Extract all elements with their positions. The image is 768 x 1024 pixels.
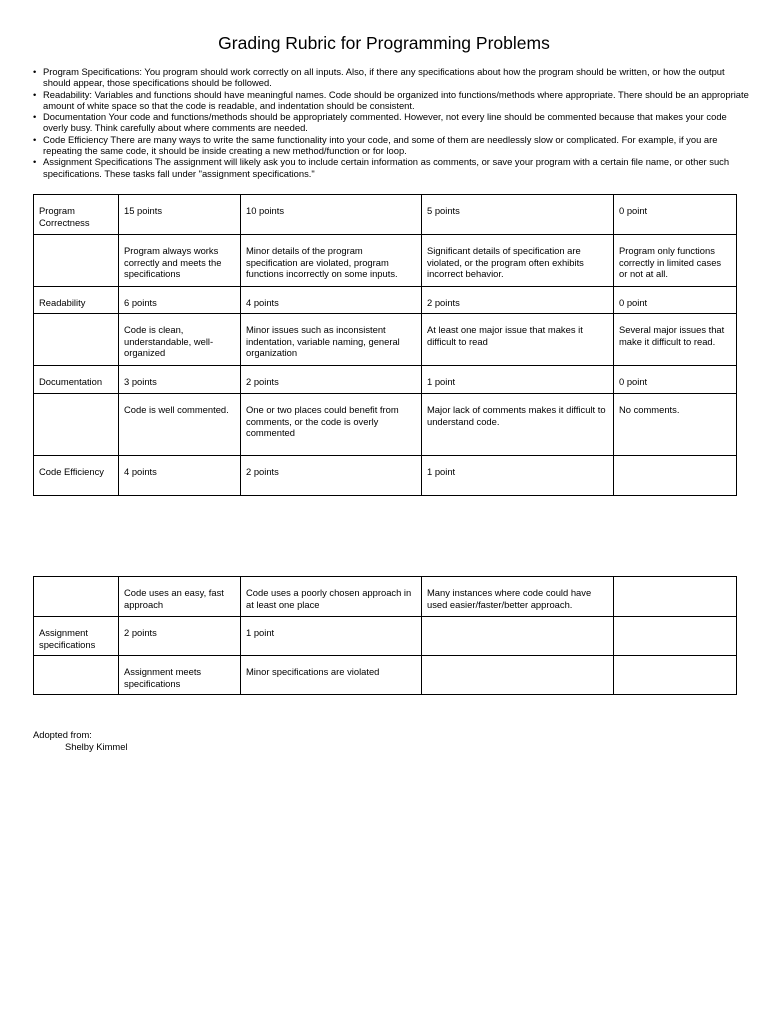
table-cell: 1 point <box>422 366 614 394</box>
table-cell: Program always works correctly and meets the specifications <box>119 235 241 287</box>
table-row <box>34 235 737 287</box>
table-cell: Code is clean, understandable, well-organized <box>119 314 241 366</box>
criteria-item-documentation: • Documentation Your code and functions/methods should be appropriately commented. However, not every line should be commented because that makes your code overly busy. Think carefully about where comments are needed. <box>33 111 753 134</box>
table-cell: Assignment meets specifications <box>119 656 241 695</box>
table-row <box>34 617 737 656</box>
table-cell: Minor details of the program specification are violated, program functions incorrectly on some inputs. <box>241 235 422 287</box>
row-category-cell: Program Correctness <box>34 195 119 235</box>
rubric-table-part-2 <box>33 576 737 695</box>
table-cell: Code is well commented. <box>119 394 241 456</box>
table-cell: 0 point <box>614 195 737 235</box>
attribution <box>33 729 128 753</box>
table-row <box>34 577 737 617</box>
attribution-author: Shelby Kimmel <box>65 741 128 752</box>
table-row <box>34 287 737 314</box>
table-cell: 2 points <box>119 617 241 656</box>
row-category-cell: Readability <box>34 287 119 314</box>
table-cell: 15 points <box>119 195 241 235</box>
table-cell: 1 point <box>422 456 614 496</box>
criteria-item-assignment-specifications: • Assignment Specifications The assignment will likely ask you to include certain information as comments, or save your program with a certain file name, or other such specifications. These tasks fall under "assignment specifications." <box>33 156 753 179</box>
table-row <box>34 656 737 695</box>
row-category-cell <box>34 577 119 617</box>
table-cell: Code uses a poorly chosen approach in at least one place <box>241 577 422 617</box>
table-cell: 6 points <box>119 287 241 314</box>
row-category-cell <box>34 394 119 456</box>
table-cell: Several major issues that make it difficult to read. <box>614 314 737 366</box>
table-cell: One or two places could benefit from comments, or the code is overly commented <box>241 394 422 456</box>
table-cell <box>614 456 737 496</box>
table-cell: Significant details of specification are violated, or the program often exhibits incorrect behavior. <box>422 235 614 287</box>
row-category-cell <box>34 314 119 366</box>
table-cell: Minor issues such as inconsistent indentation, variable naming, general organization <box>241 314 422 366</box>
table-cell <box>422 617 614 656</box>
table-row <box>34 366 737 394</box>
table-cell: Minor specifications are violated <box>241 656 422 695</box>
criteria-item-readability: • Readability: Variables and functions should have meaningful names. Code should be organized into functions/methods where appropriate. There should be an appropriate amount of white space so that the code is readable, and indentation should be consistent. <box>33 89 753 112</box>
criteria-item-code-efficiency: • Code Efficiency There are many ways to write the same functionality into your code, and some of them are needlessly slow or complicated. For example, if you are repeating the same code, it should be inside creating a new method/function or for loop. <box>33 134 753 157</box>
table-cell: Major lack of comments makes it difficult to understand code. <box>422 394 614 456</box>
table-cell: 0 point <box>614 287 737 314</box>
table-cell <box>422 656 614 695</box>
table-cell: 1 point <box>241 617 422 656</box>
rubric-table-part-1 <box>33 194 737 496</box>
table-cell: Code uses an easy, fast approach <box>119 577 241 617</box>
table-cell: No comments. <box>614 394 737 456</box>
attribution-label: Adopted from: <box>33 729 92 740</box>
table-cell: 4 points <box>241 287 422 314</box>
criteria-item-program-specifications: • Program Specifications: You program should work correctly on all inputs. Also, if there any specifications about how the program should be written, or how the output should appear, those specifications should be followed. <box>33 66 753 89</box>
table-cell: 2 points <box>422 287 614 314</box>
table-cell: 3 points <box>119 366 241 394</box>
table-cell: 4 points <box>119 456 241 496</box>
table-cell: 5 points <box>422 195 614 235</box>
row-category-cell: Documentation <box>34 366 119 394</box>
row-category-cell <box>34 656 119 695</box>
table-row <box>34 195 737 235</box>
row-category-cell <box>34 235 119 287</box>
table-row <box>34 314 737 366</box>
table-cell <box>614 617 737 656</box>
table-cell: 10 points <box>241 195 422 235</box>
table-cell: Many instances where code could have used easier/faster/better approach. <box>422 577 614 617</box>
table-cell: 2 points <box>241 366 422 394</box>
rubric-criteria-list <box>33 66 753 179</box>
table-cell <box>614 656 737 695</box>
table-row <box>34 456 737 496</box>
table-cell: 2 points <box>241 456 422 496</box>
table-cell: Program only functions correctly in limited cases or not at all. <box>614 235 737 287</box>
table-cell: 0 point <box>614 366 737 394</box>
table-cell <box>614 577 737 617</box>
row-category-cell: Code Efficiency <box>34 456 119 496</box>
page-title: Grading Rubric for Programming Problems <box>218 33 550 53</box>
table-row <box>34 394 737 456</box>
row-category-cell: Assignment specifications <box>34 617 119 656</box>
table-cell: At least one major issue that makes it difficult to read <box>422 314 614 366</box>
